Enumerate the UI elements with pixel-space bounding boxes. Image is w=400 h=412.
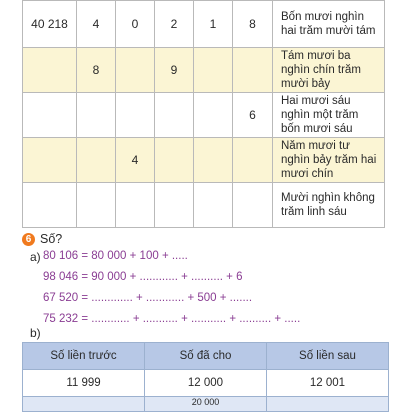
- digit-cell[interactable]: [233, 183, 273, 228]
- digit-cell: 2: [155, 1, 194, 48]
- number-sequence-table: [22, 342, 389, 412]
- equation-line[interactable]: 67 520 = ............. + ............ + 500 + .......: [43, 292, 253, 304]
- table-row: [23, 48, 385, 93]
- digit-cell: 4: [77, 1, 116, 48]
- table-cell: 20 000: [145, 397, 267, 412]
- table-header-row: [23, 343, 389, 370]
- table-row: [23, 93, 385, 138]
- digit-cell[interactable]: [77, 183, 116, 228]
- column-header: Số liền sau: [267, 343, 389, 370]
- number-words-cell: Hai mươi sáu nghìn một trăm bốn mươi sáu: [273, 93, 385, 138]
- number-cell[interactable]: [23, 93, 77, 138]
- digit-cell: 9: [155, 48, 194, 93]
- number-cell[interactable]: [23, 183, 77, 228]
- number-words-cell: Bốn mươi nghìn hai trăm mười tám: [273, 1, 385, 48]
- digit-cell: 1: [194, 1, 233, 48]
- digit-cell: 8: [233, 1, 273, 48]
- digit-cell[interactable]: [233, 138, 273, 183]
- digit-cell[interactable]: [194, 93, 233, 138]
- equation-line[interactable]: 80 106 = 80 000 + 100 + .....: [43, 250, 188, 262]
- digit-cell[interactable]: [155, 138, 194, 183]
- part-a-label: a): [30, 250, 41, 264]
- digit-cell: 8: [77, 48, 116, 93]
- digit-cell[interactable]: [155, 183, 194, 228]
- number-cell[interactable]: [23, 48, 77, 93]
- number-analysis-table: [22, 0, 385, 228]
- column-header: Số đã cho: [145, 343, 267, 370]
- table-cell[interactable]: [23, 397, 145, 412]
- digit-cell[interactable]: [194, 183, 233, 228]
- digit-cell[interactable]: [116, 183, 155, 228]
- digit-cell[interactable]: [194, 48, 233, 93]
- part-b-label: b): [30, 326, 41, 340]
- table-row: [23, 138, 385, 183]
- exercise-title: Số?: [40, 232, 63, 246]
- number-words-cell: Mười nghìn không trăm linh sáu: [273, 183, 385, 228]
- table-row: [23, 370, 389, 397]
- digit-cell[interactable]: [155, 93, 194, 138]
- table-row: [23, 1, 385, 48]
- column-header: Số liền trước: [23, 343, 145, 370]
- number-cell[interactable]: [23, 138, 77, 183]
- digit-cell: 0: [116, 1, 155, 48]
- table-row: [23, 183, 385, 228]
- table-cell: 12 001: [267, 370, 389, 397]
- digit-cell[interactable]: [77, 138, 116, 183]
- number-cell: 40 218: [23, 1, 77, 48]
- exercise-number-badge: 6: [22, 233, 35, 246]
- digit-cell[interactable]: [77, 93, 116, 138]
- table-cell: 11 999: [23, 370, 145, 397]
- digit-cell: 4: [116, 138, 155, 183]
- digit-cell[interactable]: [116, 93, 155, 138]
- number-words-cell: Năm mươi tư nghìn bảy trăm hai mươi chín: [273, 138, 385, 183]
- number-words-cell: Tám mươi ba nghìn chín trăm mười bảy: [273, 48, 385, 93]
- digit-cell[interactable]: [194, 138, 233, 183]
- equation-line[interactable]: 75 232 = ............ + ........... + ........... + .......... + .....: [43, 313, 301, 325]
- table-row: [23, 397, 389, 412]
- table-cell: 12 000: [145, 370, 267, 397]
- digit-cell[interactable]: [233, 48, 273, 93]
- table-cell[interactable]: [267, 397, 389, 412]
- equation-line[interactable]: 98 046 = 90 000 + ............ + .......... + 6: [43, 271, 243, 283]
- digit-cell: 6: [233, 93, 273, 138]
- digit-cell[interactable]: [116, 48, 155, 93]
- exercise-heading: [22, 232, 62, 246]
